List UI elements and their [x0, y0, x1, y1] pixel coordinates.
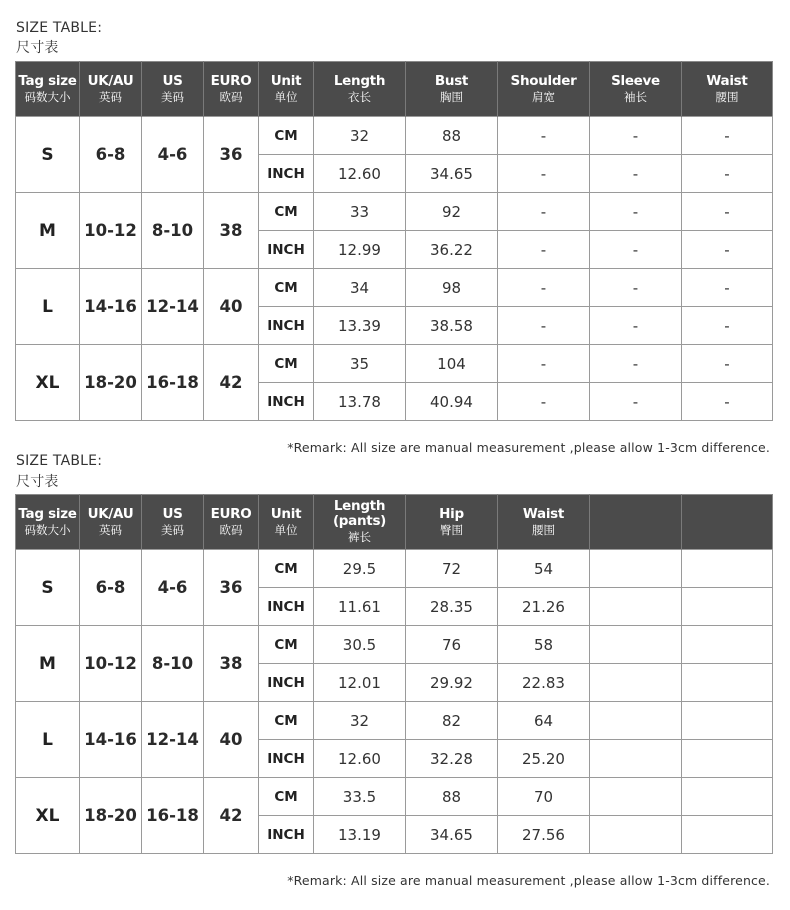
- top-inch-cell-3: -: [498, 383, 590, 421]
- top-cm-cell-3: -: [498, 193, 590, 231]
- bottom-inch-cell-5: [682, 664, 773, 702]
- top-header-6-en: Bust: [434, 72, 469, 89]
- top-cm-cell-4: -: [590, 269, 682, 307]
- top-header-5-en: Length: [333, 72, 386, 89]
- top-header-4-en: Unit: [270, 72, 302, 89]
- bottom-euro-size: 40: [204, 702, 259, 778]
- bottom-header-6-en: Hip: [439, 505, 464, 522]
- bottom-header-8: [590, 495, 682, 550]
- bottom-inch-cell-3: 21.26: [498, 588, 590, 626]
- top-cm-cell-3: -: [498, 117, 590, 155]
- bottom-cm-cell-0: CM: [259, 778, 314, 816]
- top-tag-size: XL: [16, 345, 80, 421]
- top-euro-size: 40: [204, 269, 259, 345]
- bottom-cm-cell-0: CM: [259, 550, 314, 588]
- bottom-header-2: [142, 495, 204, 550]
- bottom-header-5: [314, 495, 406, 550]
- top-inch-cell-3: -: [498, 155, 590, 193]
- bottom-cm-cell-4: [590, 778, 682, 816]
- top-header-6-cn: 胸围: [440, 89, 463, 104]
- bottom-header-0-en: Tag size: [18, 505, 77, 522]
- top-cm-cell-0: CM: [259, 345, 314, 383]
- top-cm-cell-3: -: [498, 345, 590, 383]
- top-us-size: 16-18: [142, 345, 204, 421]
- bottom-cm-cell-3: 64: [498, 702, 590, 740]
- top-header-7-en: Shoulder: [510, 72, 577, 89]
- top-cm-cell-0: CM: [259, 269, 314, 307]
- bottom-us-size: 16-18: [142, 778, 204, 854]
- bottom-inch-cell-0: INCH: [259, 816, 314, 854]
- bottom-header-1-cn: 英码: [99, 522, 122, 537]
- top-cm-cell-5: -: [682, 117, 773, 155]
- top-header-9-en: Waist: [706, 72, 748, 89]
- bottom-cm-cell-0: CM: [259, 626, 314, 664]
- bottom-us-size: 4-6: [142, 550, 204, 626]
- bottom-cm-cell-4: [590, 626, 682, 664]
- bottom-inch-cell-1: 12.01: [314, 664, 406, 702]
- top-inch-cell-2: 40.94: [406, 383, 498, 421]
- top-cm-cell-0: CM: [259, 117, 314, 155]
- bottom-cm-cell-4: [590, 550, 682, 588]
- bottom-cm-cell-2: 76: [406, 626, 498, 664]
- top-inch-cell-2: 34.65: [406, 155, 498, 193]
- top-inch-cell-5: -: [682, 307, 773, 345]
- top-header-3-en: EURO: [210, 72, 252, 89]
- top-header-8-en: Sleeve: [611, 72, 660, 89]
- top-header-2-en: US: [162, 72, 183, 89]
- top-inch-cell-1: 13.78: [314, 383, 406, 421]
- bottom-inch-cell-3: 27.56: [498, 816, 590, 854]
- top-cm-cell-2: 92: [406, 193, 498, 231]
- bottom-uk-size: 18-20: [80, 778, 142, 854]
- top-cm-cell-0: CM: [259, 193, 314, 231]
- bottom-header-0-cn: 码数大小: [24, 522, 71, 537]
- top-euro-size: 42: [204, 345, 259, 421]
- top-cm-cell-2: 88: [406, 117, 498, 155]
- bottom-euro-size: 38: [204, 626, 259, 702]
- bottom-cm-cell-1: 30.5: [314, 626, 406, 664]
- top-header-4-cn: 单位: [274, 89, 298, 104]
- top-inch-cell-3: -: [498, 307, 590, 345]
- bottom-cm-cell-2: 88: [406, 778, 498, 816]
- top-euro-size: 36: [204, 117, 259, 193]
- top-cm-cell-2: 98: [406, 269, 498, 307]
- top-title-cn: 尺寸表: [16, 40, 59, 56]
- bottom-header-6: [406, 495, 498, 550]
- top-inch-cell-0: INCH: [259, 383, 314, 421]
- top-cm-cell-1: 35: [314, 345, 406, 383]
- bottom-cm-cell-5: [682, 778, 773, 816]
- bottom-inch-cell-4: [590, 664, 682, 702]
- top-remark: *Remark: All size are manual measurement ,please allow 1-3cm difference.: [287, 440, 770, 455]
- top-cm-cell-5: -: [682, 269, 773, 307]
- top-inch-cell-0: INCH: [259, 231, 314, 269]
- top-uk-size: 18-20: [80, 345, 142, 421]
- bottom-header-3: [204, 495, 259, 550]
- bottom-cm-cell-3: 58: [498, 626, 590, 664]
- top-header-0-cn: 码数大小: [24, 89, 71, 104]
- bottom-row-m-cm: [16, 626, 773, 664]
- top-tag-size: M: [16, 193, 80, 269]
- top-cm-cell-3: -: [498, 269, 590, 307]
- bottom-inch-cell-5: [682, 816, 773, 854]
- bottom-cm-cell-5: [682, 626, 773, 664]
- bottom-header-4: [259, 495, 314, 550]
- top-header-0-en: Tag size: [18, 72, 77, 89]
- top-cm-cell-4: -: [590, 193, 682, 231]
- bottom-inch-cell-5: [682, 740, 773, 778]
- bottom-inch-cell-5: [682, 588, 773, 626]
- bottom-euro-size: 36: [204, 550, 259, 626]
- bottom-header-1: [80, 495, 142, 550]
- bottom-inch-cell-4: [590, 740, 682, 778]
- top-header-1-en: UK/AU: [87, 72, 134, 89]
- bottom-uk-size: 14-16: [80, 702, 142, 778]
- top-inch-cell-1: 12.99: [314, 231, 406, 269]
- top-uk-size: 14-16: [80, 269, 142, 345]
- top-title-en: SIZE TABLE:: [16, 20, 103, 36]
- bottom-header-2-en: US: [162, 505, 183, 522]
- top-inch-cell-4: -: [590, 155, 682, 193]
- top-us-size: 12-14: [142, 269, 204, 345]
- top-inch-cell-5: -: [682, 383, 773, 421]
- top-us-size: 8-10: [142, 193, 204, 269]
- top-header-8-cn: 袖长: [624, 89, 647, 104]
- bottom-header-9: [682, 495, 773, 550]
- bottom-inch-cell-4: [590, 816, 682, 854]
- top-inch-cell-2: 36.22: [406, 231, 498, 269]
- bottom-us-size: 12-14: [142, 702, 204, 778]
- top-cm-cell-1: 34: [314, 269, 406, 307]
- bottom-inch-cell-2: 28.35: [406, 588, 498, 626]
- bottom-euro-size: 42: [204, 778, 259, 854]
- bottom-header-row: [16, 495, 773, 550]
- bottom-cm-cell-1: 32: [314, 702, 406, 740]
- bottom-row-l-cm: [16, 702, 773, 740]
- bottom-header-7-cn: 腰围: [532, 522, 555, 537]
- bottom-cm-cell-1: 29.5: [314, 550, 406, 588]
- bottom-us-size: 8-10: [142, 626, 204, 702]
- bottom-cm-cell-2: 72: [406, 550, 498, 588]
- top-cm-cell-1: 32: [314, 117, 406, 155]
- top-inch-cell-3: -: [498, 231, 590, 269]
- bottom-title-cn: 尺寸表: [16, 474, 59, 490]
- bottom-inch-cell-3: 22.83: [498, 664, 590, 702]
- top-cm-cell-2: 104: [406, 345, 498, 383]
- bottom-header-0: [16, 495, 80, 550]
- bottom-cm-cell-0: CM: [259, 702, 314, 740]
- bottom-cm-cell-3: 70: [498, 778, 590, 816]
- top-header-1-cn: 英码: [99, 89, 122, 104]
- bottom-cm-cell-3: 54: [498, 550, 590, 588]
- top-uk-size: 6-8: [80, 117, 142, 193]
- top-cm-cell-4: -: [590, 345, 682, 383]
- top-uk-size: 10-12: [80, 193, 142, 269]
- top-tag-size: S: [16, 117, 80, 193]
- bottom-inch-cell-2: 29.92: [406, 664, 498, 702]
- bottom-inch-cell-0: INCH: [259, 588, 314, 626]
- top-header-3-cn: 欧码: [219, 89, 243, 104]
- bottom-header-3-cn: 欧码: [219, 522, 243, 537]
- top-inch-cell-0: INCH: [259, 307, 314, 345]
- bottom-title-en: SIZE TABLE:: [16, 453, 103, 469]
- top-inch-cell-4: -: [590, 383, 682, 421]
- top-inch-cell-1: 13.39: [314, 307, 406, 345]
- bottom-uk-size: 10-12: [80, 626, 142, 702]
- bottom-remark: *Remark: All size are manual measurement ,please allow 1-3cm difference.: [287, 873, 770, 888]
- bottom-header-3-en: EURO: [210, 505, 252, 522]
- top-header-2-cn: 美码: [161, 89, 184, 104]
- bottom-size-table: [15, 494, 773, 854]
- top-inch-cell-0: INCH: [259, 155, 314, 193]
- bottom-inch-cell-0: INCH: [259, 664, 314, 702]
- bottom-tag-size: XL: [16, 778, 80, 854]
- bottom-header-5-en: Length (pants): [332, 498, 387, 529]
- top-header-5-cn: 衣长: [348, 89, 371, 104]
- bottom-inch-cell-2: 34.65: [406, 816, 498, 854]
- top-inch-cell-2: 38.58: [406, 307, 498, 345]
- bottom-inch-cell-1: 13.19: [314, 816, 406, 854]
- bottom-header-4-cn: 单位: [274, 522, 298, 537]
- top-inch-cell-1: 12.60: [314, 155, 406, 193]
- top-header-7-cn: 肩宽: [532, 89, 555, 104]
- bottom-header-7: [498, 495, 590, 550]
- bottom-inch-cell-1: 11.61: [314, 588, 406, 626]
- bottom-tag-size: M: [16, 626, 80, 702]
- bottom-header-7-en: Waist: [522, 505, 565, 522]
- bottom-cm-cell-1: 33.5: [314, 778, 406, 816]
- bottom-header-5-cn: 裤长: [348, 530, 371, 544]
- top-cm-cell-1: 33: [314, 193, 406, 231]
- top-euro-size: 38: [204, 193, 259, 269]
- bottom-inch-cell-0: INCH: [259, 740, 314, 778]
- bottom-header-6-cn: 臀围: [440, 522, 463, 537]
- bottom-cm-cell-5: [682, 550, 773, 588]
- bottom-inch-cell-2: 32.28: [406, 740, 498, 778]
- top-inch-cell-5: -: [682, 231, 773, 269]
- bottom-inch-cell-1: 12.60: [314, 740, 406, 778]
- bottom-tag-size: L: [16, 702, 80, 778]
- top-us-size: 4-6: [142, 117, 204, 193]
- top-cm-cell-5: -: [682, 193, 773, 231]
- top-cm-cell-4: -: [590, 117, 682, 155]
- bottom-inch-cell-3: 25.20: [498, 740, 590, 778]
- top-header-9-cn: 腰围: [715, 89, 739, 104]
- bottom-header-2-cn: 美码: [161, 522, 184, 537]
- top-inch-cell-4: -: [590, 231, 682, 269]
- bottom-row-xl-cm: [16, 778, 773, 816]
- bottom-inch-cell-4: [590, 588, 682, 626]
- bottom-header-1-en: UK/AU: [87, 505, 134, 522]
- top-inch-cell-4: -: [590, 307, 682, 345]
- bottom-cm-cell-4: [590, 702, 682, 740]
- bottom-cm-cell-2: 82: [406, 702, 498, 740]
- bottom-cm-cell-5: [682, 702, 773, 740]
- top-inch-cell-5: -: [682, 155, 773, 193]
- top-tag-size: L: [16, 269, 80, 345]
- bottom-tag-size: S: [16, 550, 80, 626]
- top-cm-cell-5: -: [682, 345, 773, 383]
- bottom-row-s-cm: [16, 550, 773, 588]
- bottom-header-4-en: Unit: [270, 505, 302, 522]
- bottom-uk-size: 6-8: [80, 550, 142, 626]
